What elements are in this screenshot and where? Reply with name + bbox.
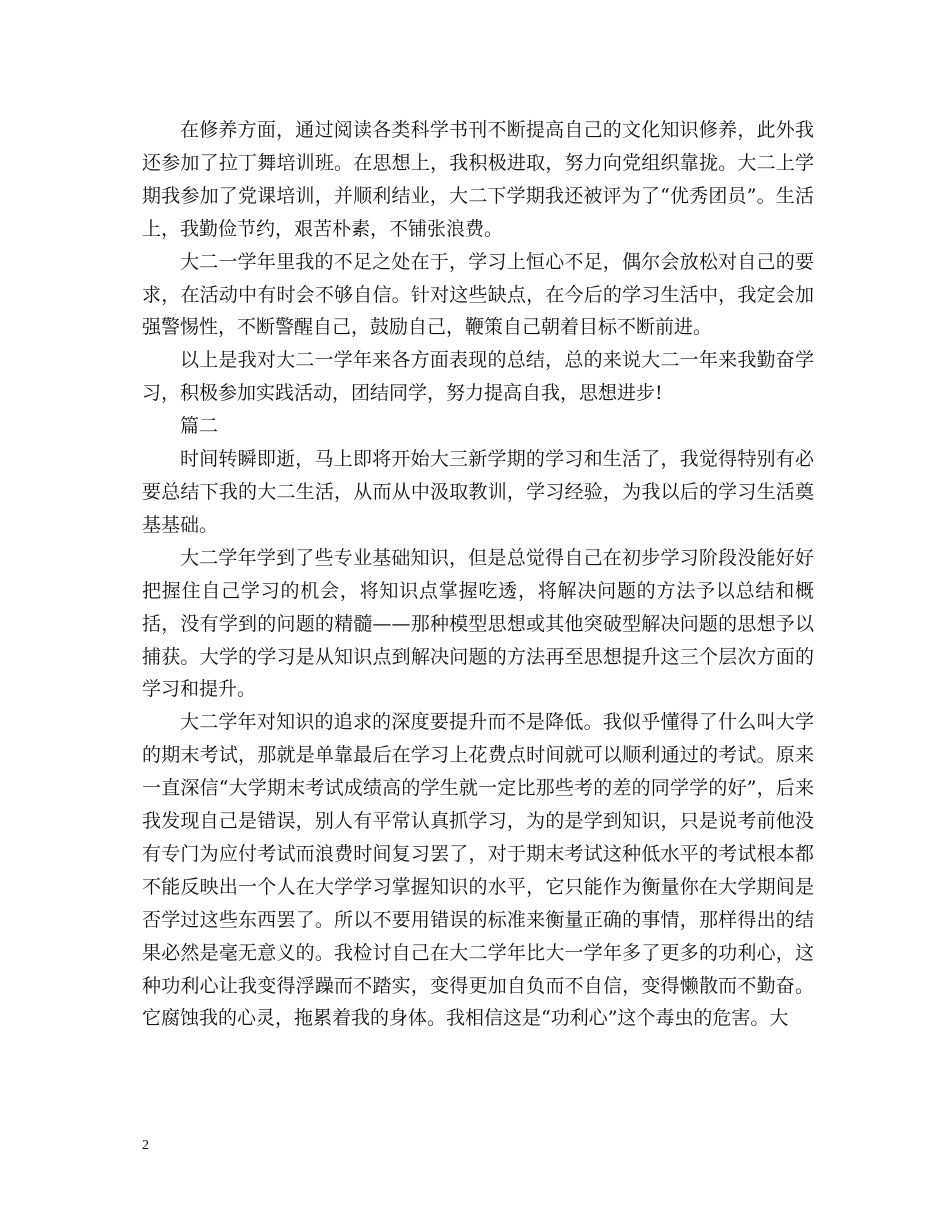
paragraph-1: 在修养方面，通过阅读各类科学书刊不断提高自己的文化知识修养，此外我还参加了拉丁舞培训班。在思想上，我积极进取，努力向党组织靠拢。大二上学期我参加了党课培训，并顺利结业，大二下学期我还被评为了“优秀团员”。生活上，我勤俭节约，艰苦朴素，不铺张浪费。 (142, 119, 814, 240)
page-number: 2 (142, 1138, 149, 1153)
paragraph-3: 以上是我对大二一学年来各方面表现的总结，总的来说大二一年来我勤奋学习，积极参加实践活动，团结同学，努力提高自我，思想进步! (142, 349, 814, 405)
paragraph-6: 大二学年对知识的追求的深度要提升而不是降低。我似乎懂得了什么叫大学的期末考试，那就是单靠最后在学习上花费点时间就可以顺利通过的考试。原来一直深信“大学期末考试成绩高的学生就一定比那些考的差的同学学的好”，后来我发现自己是错误，别人有平常认真抓学习，为的是学到知识，只是说考前他没有专门为应付考试而浪费时间复习罢了，对于期末考试这种低水平的考试根本都不能反映出一个人在大学学习掌握知识的水平，它只能作为衡量你在大学期间是否学过这些东西罢了。所以不要用错误的标准来衡量正确的事情，那样得出的结果必然是毫无意义的。我检讨自己在大二学年比大一学年多了更多的功利心，这种功利心让我变得浮躁而不踏实，变得更加自负而不自信，变得懒散而不勤奋。它腐蚀我的心灵，拖累着我的身体。我相信这是“功利心”这个毒虫的危害。大 (142, 711, 814, 1030)
section-heading: 篇二 (180, 415, 219, 438)
body-text (142, 114, 814, 1035)
paragraph-2: 大二一学年里我的不足之处在于，学习上恒心不足，偶尔会放松对自己的要求，在活动中有时会不够自信。针对这些缺点，在今后的学习生活中，我定会加强警惕性，不断警醒自己，鼓励自己，鞭策自己朝着目标不断前进。 (142, 250, 814, 339)
paragraph-5: 大二学年学到了些专业基础知识，但是总觉得自己在初步学习阶段没能好好把握住自己学习的机会，将知识点掌握吃透，将解决问题的方法予以总结和概括，没有学到的问题的精髓——那种模型思想或其他突破型解决问题的思想予以捕获。大学的学习是从知识点到解决问题的方法再至思想提升这三个层次方面的学习和提升。 (142, 546, 814, 701)
paragraph-4: 时间转瞬即逝，马上即将开始大三新学期的学习和生活了，我觉得特别有必要总结下我的大二生活，从而从中汲取教训，学习经验，为我以后的学习生活奠基基础。 (142, 448, 814, 536)
